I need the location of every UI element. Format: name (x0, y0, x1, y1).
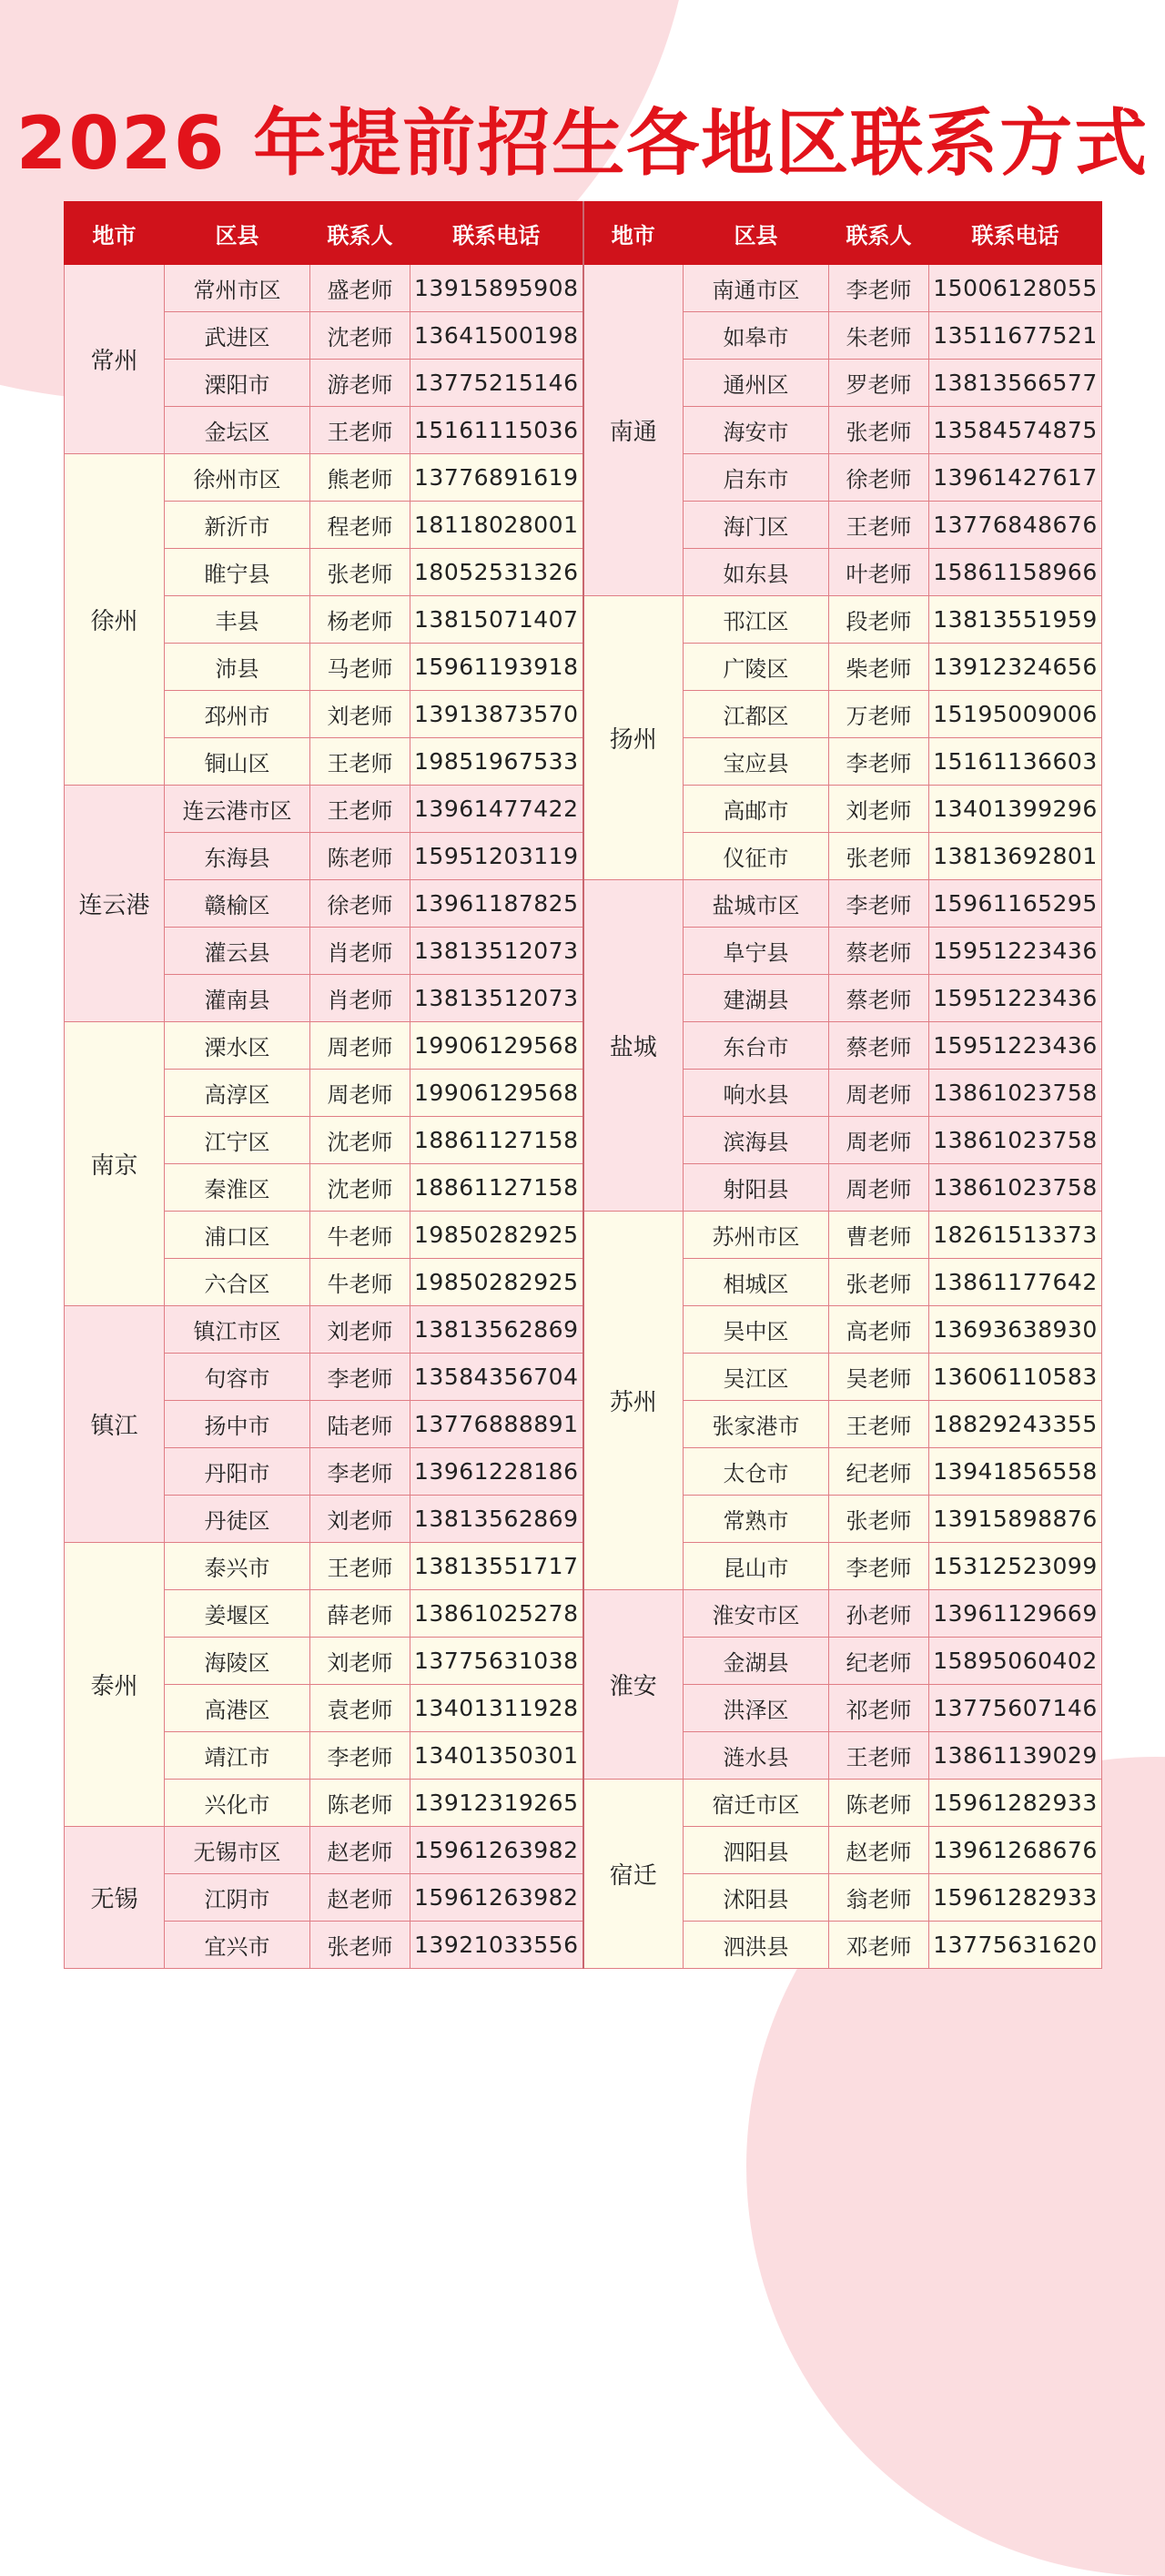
phone-cell: 18861127158 (410, 1117, 583, 1164)
district-cell: 沭阳县 (684, 1874, 829, 1922)
phone-cell: 13861023758 (929, 1117, 1102, 1164)
phone-cell: 13912319265 (410, 1780, 583, 1827)
contact-cell: 吴老师 (829, 1354, 929, 1401)
phone-cell: 15951223436 (929, 928, 1102, 975)
phone-cell: 13584356704 (410, 1354, 583, 1401)
contact-cell: 赵老师 (310, 1827, 410, 1874)
district-cell: 金坛区 (165, 407, 310, 454)
contact-cell: 赵老师 (310, 1874, 410, 1922)
contact-cell: 陈老师 (829, 1780, 929, 1827)
district-cell: 射阳县 (684, 1164, 829, 1212)
phone-cell: 15951223436 (929, 975, 1102, 1022)
contact-table-container (64, 201, 1101, 1969)
phone-cell: 13861023758 (929, 1164, 1102, 1212)
contact-cell: 周老师 (829, 1164, 929, 1212)
contact-cell: 刘老师 (310, 691, 410, 738)
phone-cell: 13584574875 (929, 407, 1102, 454)
district-cell: 建湖县 (684, 975, 829, 1022)
contact-table (64, 201, 1102, 1969)
phone-cell: 13511677521 (929, 312, 1102, 360)
city-cell: 徐州 (65, 454, 165, 786)
district-cell: 启东市 (684, 454, 829, 502)
contact-cell: 罗老师 (829, 360, 929, 407)
contact-cell: 纪老师 (829, 1638, 929, 1685)
contact-cell: 张老师 (829, 1496, 929, 1543)
phone-cell: 13813562869 (410, 1306, 583, 1354)
district-cell: 海陵区 (165, 1638, 310, 1685)
table-row (65, 596, 1102, 644)
phone-cell: 13776848676 (929, 502, 1102, 549)
city-cell: 常州 (65, 265, 165, 454)
phone-cell: 15951203119 (410, 833, 583, 880)
district-cell: 连云港市区 (165, 786, 310, 833)
phone-cell: 13961427617 (929, 454, 1102, 502)
contact-cell: 李老师 (829, 265, 929, 312)
phone-cell: 13921033556 (410, 1922, 583, 1969)
contact-cell: 袁老师 (310, 1685, 410, 1732)
contact-cell: 牛老师 (310, 1212, 410, 1259)
phone-cell: 13961129669 (929, 1590, 1102, 1638)
district-cell: 宜兴市 (165, 1922, 310, 1969)
contact-cell: 蔡老师 (829, 975, 929, 1022)
district-cell: 吴中区 (684, 1306, 829, 1354)
district-cell: 宝应县 (684, 738, 829, 786)
phone-cell: 19906129568 (410, 1022, 583, 1070)
phone-cell: 13961477422 (410, 786, 583, 833)
phone-cell: 15961263982 (410, 1827, 583, 1874)
contact-cell: 陆老师 (310, 1401, 410, 1448)
district-cell: 无锡市区 (165, 1827, 310, 1874)
phone-cell: 15961165295 (929, 880, 1102, 928)
phone-cell: 13401350301 (410, 1732, 583, 1780)
district-cell: 相城区 (684, 1259, 829, 1306)
phone-cell: 15006128055 (929, 265, 1102, 312)
phone-cell: 13401311928 (410, 1685, 583, 1732)
district-cell: 广陵区 (684, 644, 829, 691)
city-cell: 扬州 (583, 596, 684, 880)
phone-cell: 13775631620 (929, 1922, 1102, 1969)
page-title: 2026 年提前招生各地区联系方式 (15, 101, 1150, 186)
contact-cell: 牛老师 (310, 1259, 410, 1306)
phone-cell: 15961263982 (410, 1874, 583, 1922)
district-cell: 如皋市 (684, 312, 829, 360)
contact-cell: 王老师 (829, 1732, 929, 1780)
contact-cell: 沈老师 (310, 1117, 410, 1164)
contact-cell: 李老师 (310, 1448, 410, 1496)
contact-cell: 陈老师 (310, 1780, 410, 1827)
district-cell: 江阴市 (165, 1874, 310, 1922)
header-phone-left: 联系电话 (410, 202, 583, 265)
city-cell: 泰州 (65, 1543, 165, 1827)
contact-cell: 周老师 (310, 1022, 410, 1070)
district-cell: 丹徒区 (165, 1496, 310, 1543)
district-cell: 靖江市 (165, 1732, 310, 1780)
contact-cell: 盛老师 (310, 265, 410, 312)
contact-cell: 邓老师 (829, 1922, 929, 1969)
phone-cell: 15161115036 (410, 407, 583, 454)
phone-cell: 15951223436 (929, 1022, 1102, 1070)
phone-cell: 13915895908 (410, 265, 583, 312)
district-cell: 洪泽区 (684, 1685, 829, 1732)
district-cell: 涟水县 (684, 1732, 829, 1780)
phone-cell: 18261513373 (929, 1212, 1102, 1259)
contact-cell: 柴老师 (829, 644, 929, 691)
contact-cell: 张老师 (310, 1922, 410, 1969)
district-cell: 溧水区 (165, 1022, 310, 1070)
city-cell: 淮安 (583, 1590, 684, 1780)
contact-cell: 张老师 (310, 549, 410, 596)
phone-cell: 13813512073 (410, 928, 583, 975)
table-row (65, 1780, 1102, 1827)
district-cell: 泗洪县 (684, 1922, 829, 1969)
contact-cell: 李老师 (829, 880, 929, 928)
district-cell: 六合区 (165, 1259, 310, 1306)
phone-cell: 13941856558 (929, 1448, 1102, 1496)
contact-cell: 朱老师 (829, 312, 929, 360)
phone-cell: 15312523099 (929, 1543, 1102, 1590)
district-cell: 沛县 (165, 644, 310, 691)
contact-cell: 蔡老师 (829, 928, 929, 975)
city-cell: 苏州 (583, 1212, 684, 1590)
contact-cell: 刘老师 (829, 786, 929, 833)
contact-cell: 熊老师 (310, 454, 410, 502)
phone-cell: 13776891619 (410, 454, 583, 502)
phone-cell: 15961193918 (410, 644, 583, 691)
phone-cell: 13912324656 (929, 644, 1102, 691)
district-cell: 太仓市 (684, 1448, 829, 1496)
district-cell: 海门区 (684, 502, 829, 549)
contact-cell: 高老师 (829, 1306, 929, 1354)
district-cell: 常州市区 (165, 265, 310, 312)
contact-cell: 周老师 (829, 1117, 929, 1164)
district-cell: 东台市 (684, 1022, 829, 1070)
district-cell: 响水县 (684, 1070, 829, 1117)
district-cell: 邗江区 (684, 596, 829, 644)
phone-cell: 13775215146 (410, 360, 583, 407)
district-cell: 镇江市区 (165, 1306, 310, 1354)
district-cell: 灌云县 (165, 928, 310, 975)
district-cell: 扬中市 (165, 1401, 310, 1448)
contact-cell: 刘老师 (310, 1496, 410, 1543)
contact-cell: 李老师 (310, 1732, 410, 1780)
table-row (65, 1590, 1102, 1638)
contact-cell: 翁老师 (829, 1874, 929, 1922)
contact-cell: 王老师 (829, 502, 929, 549)
phone-cell: 13861023758 (929, 1070, 1102, 1117)
district-cell: 睢宁县 (165, 549, 310, 596)
contact-cell: 段老师 (829, 596, 929, 644)
phone-cell: 13815071407 (410, 596, 583, 644)
city-cell: 南通 (583, 265, 684, 596)
district-cell: 张家港市 (684, 1401, 829, 1448)
district-cell: 兴化市 (165, 1780, 310, 1827)
contact-cell: 张老师 (829, 407, 929, 454)
header-city-right: 地市 (583, 202, 684, 265)
contact-cell: 王老师 (310, 1543, 410, 1590)
contact-cell: 周老师 (310, 1070, 410, 1117)
contact-cell: 纪老师 (829, 1448, 929, 1496)
district-cell: 秦淮区 (165, 1164, 310, 1212)
contact-cell: 刘老师 (310, 1306, 410, 1354)
city-cell: 连云港 (65, 786, 165, 1022)
phone-cell: 19850282925 (410, 1259, 583, 1306)
district-cell: 高淳区 (165, 1070, 310, 1117)
district-cell: 如东县 (684, 549, 829, 596)
city-cell: 镇江 (65, 1306, 165, 1543)
district-cell: 新沂市 (165, 502, 310, 549)
phone-cell: 13775607146 (929, 1685, 1102, 1732)
district-cell: 滨海县 (684, 1117, 829, 1164)
contact-cell: 王老师 (310, 786, 410, 833)
phone-cell: 13961187825 (410, 880, 583, 928)
contact-cell: 刘老师 (310, 1638, 410, 1685)
phone-cell: 13813512073 (410, 975, 583, 1022)
phone-cell: 13861025278 (410, 1590, 583, 1638)
district-cell: 邳州市 (165, 691, 310, 738)
header-contact-right: 联系人 (829, 202, 929, 265)
contact-cell: 祁老师 (829, 1685, 929, 1732)
contact-cell: 王老师 (310, 407, 410, 454)
phone-cell: 13813551959 (929, 596, 1102, 644)
phone-cell: 13776888891 (410, 1401, 583, 1448)
phone-cell: 13775631038 (410, 1638, 583, 1685)
district-cell: 昆山市 (684, 1543, 829, 1590)
contact-cell: 游老师 (310, 360, 410, 407)
district-cell: 东海县 (165, 833, 310, 880)
phone-cell: 15161136603 (929, 738, 1102, 786)
contact-cell: 王老师 (829, 1401, 929, 1448)
phone-cell: 19850282925 (410, 1212, 583, 1259)
phone-cell: 13913873570 (410, 691, 583, 738)
phone-cell: 18118028001 (410, 502, 583, 549)
phone-cell: 19906129568 (410, 1070, 583, 1117)
phone-cell: 13813566577 (929, 360, 1102, 407)
district-cell: 高邮市 (684, 786, 829, 833)
district-cell: 南通市区 (684, 265, 829, 312)
district-cell: 赣榆区 (165, 880, 310, 928)
header-city-left: 地市 (65, 202, 165, 265)
district-cell: 丰县 (165, 596, 310, 644)
district-cell: 江都区 (684, 691, 829, 738)
contact-cell: 蔡老师 (829, 1022, 929, 1070)
district-cell: 灌南县 (165, 975, 310, 1022)
contact-cell: 李老师 (829, 738, 929, 786)
district-cell: 句容市 (165, 1354, 310, 1401)
table-row (65, 880, 1102, 928)
contact-cell: 王老师 (310, 738, 410, 786)
district-cell: 丹阳市 (165, 1448, 310, 1496)
contact-cell: 赵老师 (829, 1827, 929, 1874)
contact-cell: 沈老师 (310, 1164, 410, 1212)
contact-cell: 徐老师 (829, 454, 929, 502)
city-cell: 盐城 (583, 880, 684, 1212)
phone-cell: 15961282933 (929, 1874, 1102, 1922)
city-cell: 无锡 (65, 1827, 165, 1969)
header-district-left: 区县 (165, 202, 310, 265)
district-cell: 吴江区 (684, 1354, 829, 1401)
district-cell: 姜堰区 (165, 1590, 310, 1638)
contact-cell: 薛老师 (310, 1590, 410, 1638)
district-cell: 淮安市区 (684, 1590, 829, 1638)
city-cell: 宿迁 (583, 1780, 684, 1969)
contact-cell: 周老师 (829, 1070, 929, 1117)
district-cell: 浦口区 (165, 1212, 310, 1259)
district-cell: 泗阳县 (684, 1827, 829, 1874)
phone-cell: 18829243355 (929, 1401, 1102, 1448)
contact-cell: 肖老师 (310, 975, 410, 1022)
contact-cell: 叶老师 (829, 549, 929, 596)
district-cell: 铜山区 (165, 738, 310, 786)
table-row (65, 1212, 1102, 1259)
district-cell: 江宁区 (165, 1117, 310, 1164)
header-contact-left: 联系人 (310, 202, 410, 265)
district-cell: 泰兴市 (165, 1543, 310, 1590)
phone-cell: 13641500198 (410, 312, 583, 360)
contact-cell: 张老师 (829, 833, 929, 880)
phone-cell: 13813692801 (929, 833, 1102, 880)
header-district-right: 区县 (684, 202, 829, 265)
contact-cell: 马老师 (310, 644, 410, 691)
contact-cell: 沈老师 (310, 312, 410, 360)
contact-cell: 陈老师 (310, 833, 410, 880)
phone-cell: 13813562869 (410, 1496, 583, 1543)
table-header-row (65, 202, 1102, 265)
phone-cell: 13813551717 (410, 1543, 583, 1590)
phone-cell: 13961268676 (929, 1827, 1102, 1874)
contact-cell: 徐老师 (310, 880, 410, 928)
phone-cell: 18861127158 (410, 1164, 583, 1212)
district-cell: 苏州市区 (684, 1212, 829, 1259)
table-row (65, 265, 1102, 312)
district-cell: 通州区 (684, 360, 829, 407)
district-cell: 徐州市区 (165, 454, 310, 502)
phone-cell: 15961282933 (929, 1780, 1102, 1827)
contact-cell: 曹老师 (829, 1212, 929, 1259)
contact-cell: 李老师 (310, 1354, 410, 1401)
district-cell: 宿迁市区 (684, 1780, 829, 1827)
district-cell: 高港区 (165, 1685, 310, 1732)
district-cell: 盐城市区 (684, 880, 829, 928)
phone-cell: 13401399296 (929, 786, 1102, 833)
phone-cell: 13861177642 (929, 1259, 1102, 1306)
phone-cell: 13915898876 (929, 1496, 1102, 1543)
phone-cell: 15195009006 (929, 691, 1102, 738)
contact-cell: 杨老师 (310, 596, 410, 644)
phone-cell: 18052531326 (410, 549, 583, 596)
contact-cell: 万老师 (829, 691, 929, 738)
phone-cell: 13606110583 (929, 1354, 1102, 1401)
phone-cell: 19851967533 (410, 738, 583, 786)
phone-cell: 13861139029 (929, 1732, 1102, 1780)
district-cell: 金湖县 (684, 1638, 829, 1685)
contact-cell: 肖老师 (310, 928, 410, 975)
contact-cell: 孙老师 (829, 1590, 929, 1638)
contact-cell: 程老师 (310, 502, 410, 549)
district-cell: 武进区 (165, 312, 310, 360)
phone-cell: 13693638930 (929, 1306, 1102, 1354)
phone-cell: 13961228186 (410, 1448, 583, 1496)
city-cell: 南京 (65, 1022, 165, 1306)
district-cell: 溧阳市 (165, 360, 310, 407)
district-cell: 海安市 (684, 407, 829, 454)
contact-cell: 李老师 (829, 1543, 929, 1590)
district-cell: 仪征市 (684, 833, 829, 880)
phone-cell: 15861158966 (929, 549, 1102, 596)
header-phone-right: 联系电话 (929, 202, 1102, 265)
contact-cell: 张老师 (829, 1259, 929, 1306)
district-cell: 常熟市 (684, 1496, 829, 1543)
table-body (65, 265, 1102, 1969)
phone-cell: 15895060402 (929, 1638, 1102, 1685)
district-cell: 阜宁县 (684, 928, 829, 975)
